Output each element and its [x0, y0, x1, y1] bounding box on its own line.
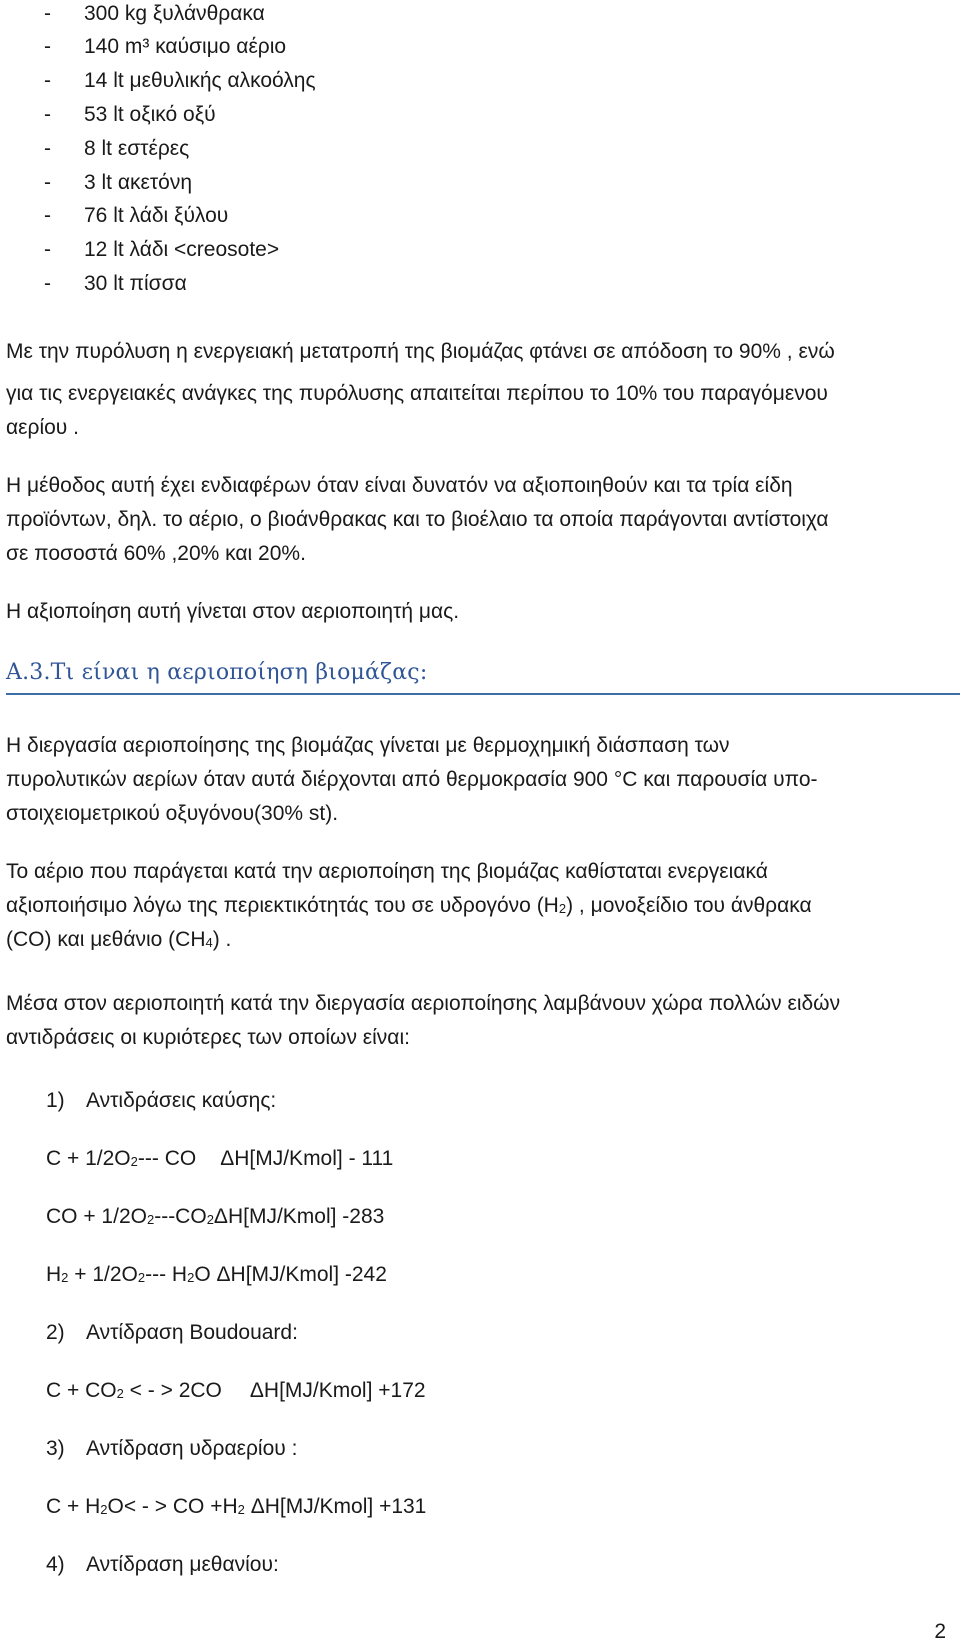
list-dash: - [44, 69, 51, 92]
equation-water-gas: C + H2O< - > CO +H2 ΔΗ[MJ/Kmol] +131 [46, 1495, 427, 1518]
text-line: για τις ενεργειακές ανάγκες της πυρόλυσης απαιτείται περίπου το 10% του παραγόμενου [6, 382, 828, 405]
text-line: αξιοποιήσιμο λόγω της περιεκτικότητάς του σε υδρογόνο (H2) , μονοξείδιο του άνθρακα [6, 894, 812, 917]
list-item: 30 lt πίσσα [84, 272, 187, 295]
equation-combustion-h2o: H2 + 1/2O2--- H2O ΔΗ[MJ/Kmol] -242 [46, 1263, 387, 1286]
page-number: 2 [934, 1620, 946, 1643]
list-dash: - [44, 137, 51, 160]
list-dash: - [44, 171, 51, 194]
list-item: 53 lt οξικό οξύ [84, 103, 216, 126]
list-dash: - [44, 204, 51, 227]
text-line: σε ποσοστά 60% ,20% και 20%. [6, 542, 306, 565]
list-item: 300 kg ξυλάνθρακα [84, 2, 265, 25]
list-item: 14 lt μεθυλικής αλκοόλης [84, 69, 316, 92]
list-dash: - [44, 35, 51, 58]
text-line: πυρολυτικών αερίων όταν αυτά διέρχονται από θερμοκρασία 900 °C και παρουσία υπο- [6, 768, 818, 791]
equation-boudouard: C + CO2 < - > 2CO ΔΗ[MJ/Kmol] +172 [46, 1379, 426, 1402]
text-line: (CO) και μεθάνιο (CH4) . [6, 928, 232, 951]
equation-combustion-co: C + 1/2O2--- CO ΔΗ[MJ/Kmol] - 111 [46, 1147, 394, 1170]
reaction-number: 1) [46, 1089, 65, 1112]
reaction-label: Αντιδράσεις καύσης: [86, 1089, 277, 1112]
list-dash: - [44, 103, 51, 126]
reaction-number: 3) [46, 1437, 65, 1460]
list-dash: - [44, 238, 51, 261]
list-item: 3 lt ακετόνη [84, 171, 193, 194]
list-item: 12 lt λάδι <creosote> [84, 238, 280, 261]
list-item: 76 lt λάδι ξύλου [84, 204, 229, 227]
paragraph-utilization: Η αξιοποίηση αυτή γίνεται στον αεριοποιητή μας. [6, 600, 460, 623]
text-line: αερίου . [6, 416, 79, 439]
text-line: Το αέριο που παράγεται κατά την αεριοποίηση της βιομάζας καθίσταται ενεργειακά [6, 860, 768, 883]
text-line: αντιδράσεις οι κυριότερες των οποίων είναι: [6, 1026, 410, 1049]
reaction-label: Αντίδραση Boudouard: [86, 1321, 298, 1344]
list-dash: - [44, 2, 51, 25]
text-line: στοιχειομετρικού οξυγόνου(30% st). [6, 802, 339, 825]
text-line: Με την πυρόλυση η ενεργειακή μετατροπή της βιομάζας φτάνει σε απόδοση το 90% , ενώ [6, 340, 835, 363]
reaction-number: 4) [46, 1553, 65, 1576]
reaction-label: Αντίδραση υδραερίου : [86, 1437, 298, 1460]
text-line: Μέσα στον αεριοποιητή κατά την διεργασία αεριοποίησης λαμβάνουν χώρα πολλών ειδών [6, 992, 841, 1015]
section-heading: Α.3.Τι είναι η αεριοποίηση βιομάζας: [6, 660, 428, 685]
text-line: προϊόντων, δηλ. το αέριο, ο βιοάνθρακας και το βιοέλαιο τα οποία παράγονται αντίστοιχα [6, 508, 829, 531]
reaction-label: Αντίδραση μεθανίου: [86, 1553, 279, 1576]
list-item: 8 lt εστέρες [84, 137, 190, 160]
heading-rule [6, 693, 960, 695]
reaction-number: 2) [46, 1321, 65, 1344]
list-item: 140 m³ καύσιμο αέριο [84, 35, 287, 58]
text-line: Η μέθοδος αυτή έχει ενδιαφέρων όταν είναι δυνατόν να αξιοποιηθούν και τα τρία είδη [6, 474, 793, 497]
list-dash: - [44, 272, 51, 295]
text-line: Η διεργασία αεριοποίησης της βιομάζας γίνεται με θερμοχημική διάσπαση των [6, 734, 730, 757]
equation-combustion-co2: CO + 1/2O2---CO2ΔΗ[MJ/Kmol] -283 [46, 1205, 385, 1228]
